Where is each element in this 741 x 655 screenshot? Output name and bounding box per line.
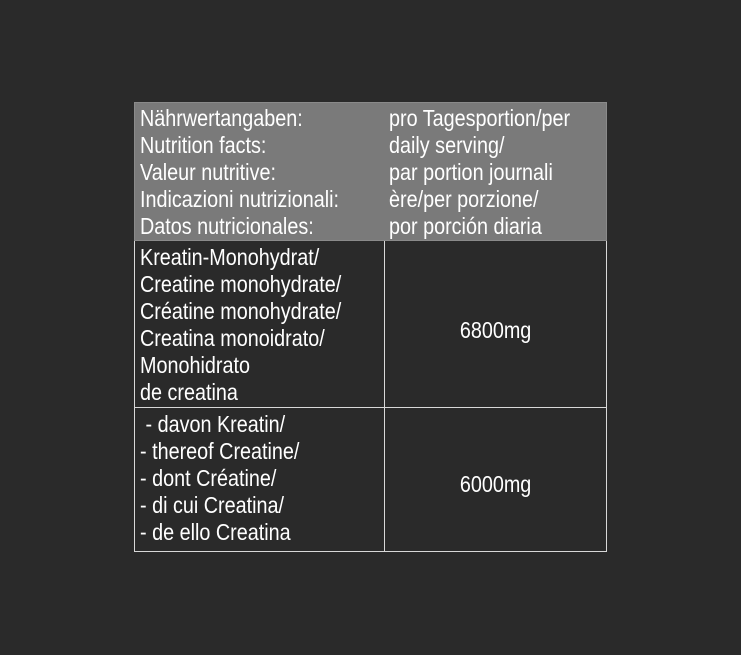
- table-body: [134, 241, 607, 552]
- header-serving-line: par portion journali: [389, 159, 553, 185]
- header-serving-line: por porción diaria: [389, 213, 542, 239]
- header-label-line: Indicazioni nutrizionali:: [140, 186, 340, 212]
- row-label-line: Creatine monohydrate/: [140, 271, 342, 297]
- header-label-line: Nährwertangaben:: [140, 105, 303, 131]
- row-label-line: - de ello Creatina: [140, 519, 291, 545]
- row-label-line: Creatina monoidrato/: [140, 325, 325, 351]
- header-serving-line: daily serving/: [389, 132, 505, 158]
- row-divider: [135, 407, 606, 408]
- header-serving-cell: [389, 105, 604, 240]
- column-divider: [384, 241, 385, 551]
- header-serving-line: ère/per porzione/: [389, 186, 539, 212]
- row-label-line: Créatine monohydrate/: [140, 298, 342, 324]
- row-label-line: - di cui Creatina/: [140, 492, 285, 518]
- row-label-line: Kreatin-Monohydrat/: [140, 244, 320, 270]
- header-label-line: Datos nutricionales:: [140, 213, 314, 239]
- row-creatine-monohydrate-label: [140, 244, 380, 406]
- header-label-line: Nutrition facts:: [140, 132, 267, 158]
- value-text: 6800mg: [459, 317, 532, 343]
- header-label-line: Valeur nutritive:: [140, 159, 276, 185]
- row-thereof-creatine-label: [140, 411, 380, 546]
- row-label-line: - davon Kreatin/: [140, 411, 286, 437]
- table-header: [134, 102, 607, 241]
- header-serving-line: pro Tagesportion/per: [389, 105, 571, 131]
- row-label-line: - thereof Creatine/: [140, 438, 300, 464]
- header-label-cell: [140, 105, 385, 240]
- row-label-line: de creatina: [140, 379, 238, 405]
- row-creatine-monohydrate-value: [385, 317, 606, 344]
- row-thereof-creatine-value: [385, 471, 606, 498]
- nutrition-table: [134, 102, 607, 552]
- row-label-line: Monohidrato: [140, 352, 250, 378]
- value-text: 6000mg: [459, 471, 532, 497]
- row-label-line: - dont Créatine/: [140, 465, 277, 491]
